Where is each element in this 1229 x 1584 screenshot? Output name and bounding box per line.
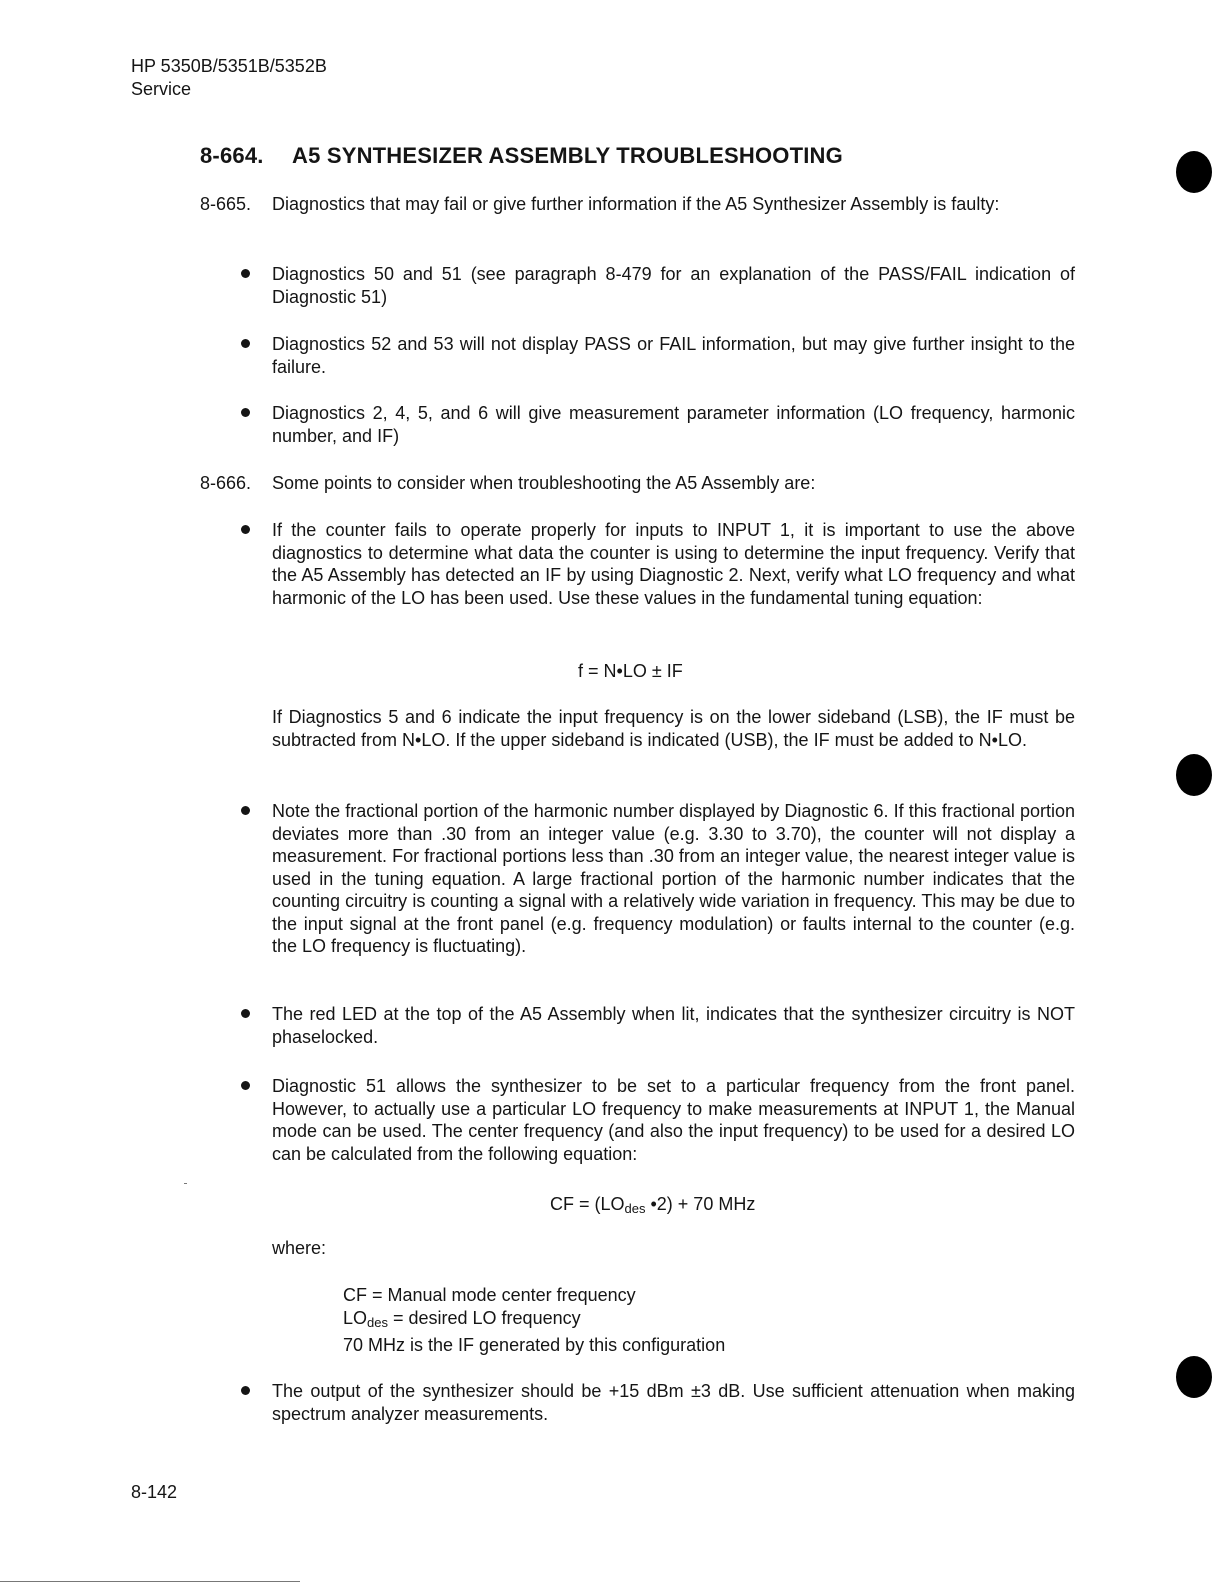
- bullet-followup: If Diagnostics 5 and 6 indicate the input frequency is on the lower sideband (LSB), the IF must be subtracted from N•LO. If the upper sideband is indicated (USB), the IF must be added to N•LO.: [272, 707, 1075, 750]
- bullet-icon: [241, 806, 250, 815]
- bullet-icon: [241, 339, 250, 348]
- center-frequency-equation: [550, 1193, 755, 1220]
- paragraph-text: Some points to consider when troubleshooting the A5 Assembly are:: [272, 473, 816, 493]
- equation-right: •2) + 70 MHz: [645, 1194, 756, 1214]
- section-number: 8-664.: [200, 143, 264, 168]
- definition-cf: CF = Manual mode center frequency: [343, 1285, 636, 1305]
- bullet-icon: [241, 269, 250, 278]
- bullet-item: Diagnostics 50 and 51 (see paragraph 8-479 for an explanation of the PASS/FAIL indication of Diagnostic 51): [272, 264, 1075, 307]
- definition-lodes: [343, 1307, 725, 1334]
- paragraph-8-665: [200, 193, 1075, 216]
- definition-suffix: = desired LO frequency: [387, 1308, 581, 1328]
- bullet-item: The output of the synthesizer should be +15 dBm ±3 dB. Use sufficient attenuation when making spectrum analyzer measurements.: [272, 1381, 1075, 1424]
- binder-hole-icon: [1176, 151, 1212, 193]
- bullet-item: Diagnostic 51 allows the synthesizer to be set to a particular frequency from the front panel. However, to actually use a particular LO frequency to make measurements at INPUT 1, the Manual mode can be used. The center frequency (and also the input frequency) to be used for a desired LO can be calculated from the following equation:: [272, 1076, 1075, 1164]
- where-label: where:: [272, 1238, 327, 1258]
- bullet-item: Note the fractional portion of the harmonic number displayed by Diagnostic 6. If this fractional portion deviates more than .30 from an integer value (e.g. 3.30 to 3.70), the counter will not display a measurement. For fractional portions less than .30 from an integer value, the nearest integer value is used in the tuning equation. A large fractional portion of the harmonic number indicates that the counting circuitry is counting a signal with a relatively wide variation in frequency. This may be due to the input signal at the front panel (e.g. frequency modulation) or faults internal to the counter (e.g. the LO frequency is fluctuating).: [272, 801, 1075, 956]
- bullet-icon: [241, 1386, 250, 1395]
- equation-subscript: des: [624, 1201, 646, 1216]
- definition-subscript: des: [367, 1315, 388, 1330]
- section-title-text: A5 SYNTHESIZER ASSEMBLY TROUBLESHOOTING: [292, 143, 843, 168]
- bullet-item: The red LED at the top of the A5 Assembly when lit, indicates that the synthesizer circuitry is NOT phaselocked.: [272, 1004, 1075, 1047]
- scan-mark: [184, 1183, 187, 1184]
- definition-prefix: LO: [343, 1308, 368, 1328]
- bullet-icon: [241, 408, 250, 417]
- tuning-equation: f = N•LO ± IF: [578, 661, 683, 681]
- bullet-icon: [241, 525, 250, 534]
- header-model: HP 5350B/5351B/5352B: [131, 56, 327, 76]
- bullet-item: Diagnostics 2, 4, 5, and 6 will give measurement parameter information (LO frequency, harmonic number, and IF): [272, 403, 1075, 446]
- definition-if: 70 MHz is the IF generated by this configuration: [343, 1335, 726, 1355]
- bullet-item: Diagnostics 52 and 53 will not display PASS or FAIL information, but may give further insight to the failure.: [272, 334, 1075, 377]
- equation-left: CF = (LO: [550, 1194, 625, 1214]
- bullet-icon: [241, 1081, 250, 1090]
- paragraph-8-666: [200, 472, 1075, 495]
- bullet-item: If the counter fails to operate properly for inputs to INPUT 1, it is important to use the above diagnostics to determine what data the counter is using to determine the input frequency. Verify that the A5 Assembly has detected an IF by using Diagnostic 2. Next, verify what LO frequency and what harmonic of the LO has been used. Use these values in the fundamental tuning equation:: [272, 520, 1075, 608]
- page-number: 8-142: [131, 1482, 178, 1502]
- paragraph-number: 8-665.: [200, 194, 252, 214]
- binder-hole-icon: [1176, 754, 1212, 796]
- bullet-icon: [241, 1009, 250, 1018]
- paragraph-text: Diagnostics that may fail or give further information if the A5 Synthesizer Assembly is faulty:: [272, 194, 1000, 214]
- section-title: [200, 143, 843, 169]
- equation-definitions: [343, 1284, 725, 1357]
- binder-hole-icon: [1176, 1356, 1212, 1398]
- paragraph-number: 8-666.: [200, 473, 252, 493]
- header-section: Service: [131, 79, 192, 99]
- bottom-rule: [0, 1581, 300, 1582]
